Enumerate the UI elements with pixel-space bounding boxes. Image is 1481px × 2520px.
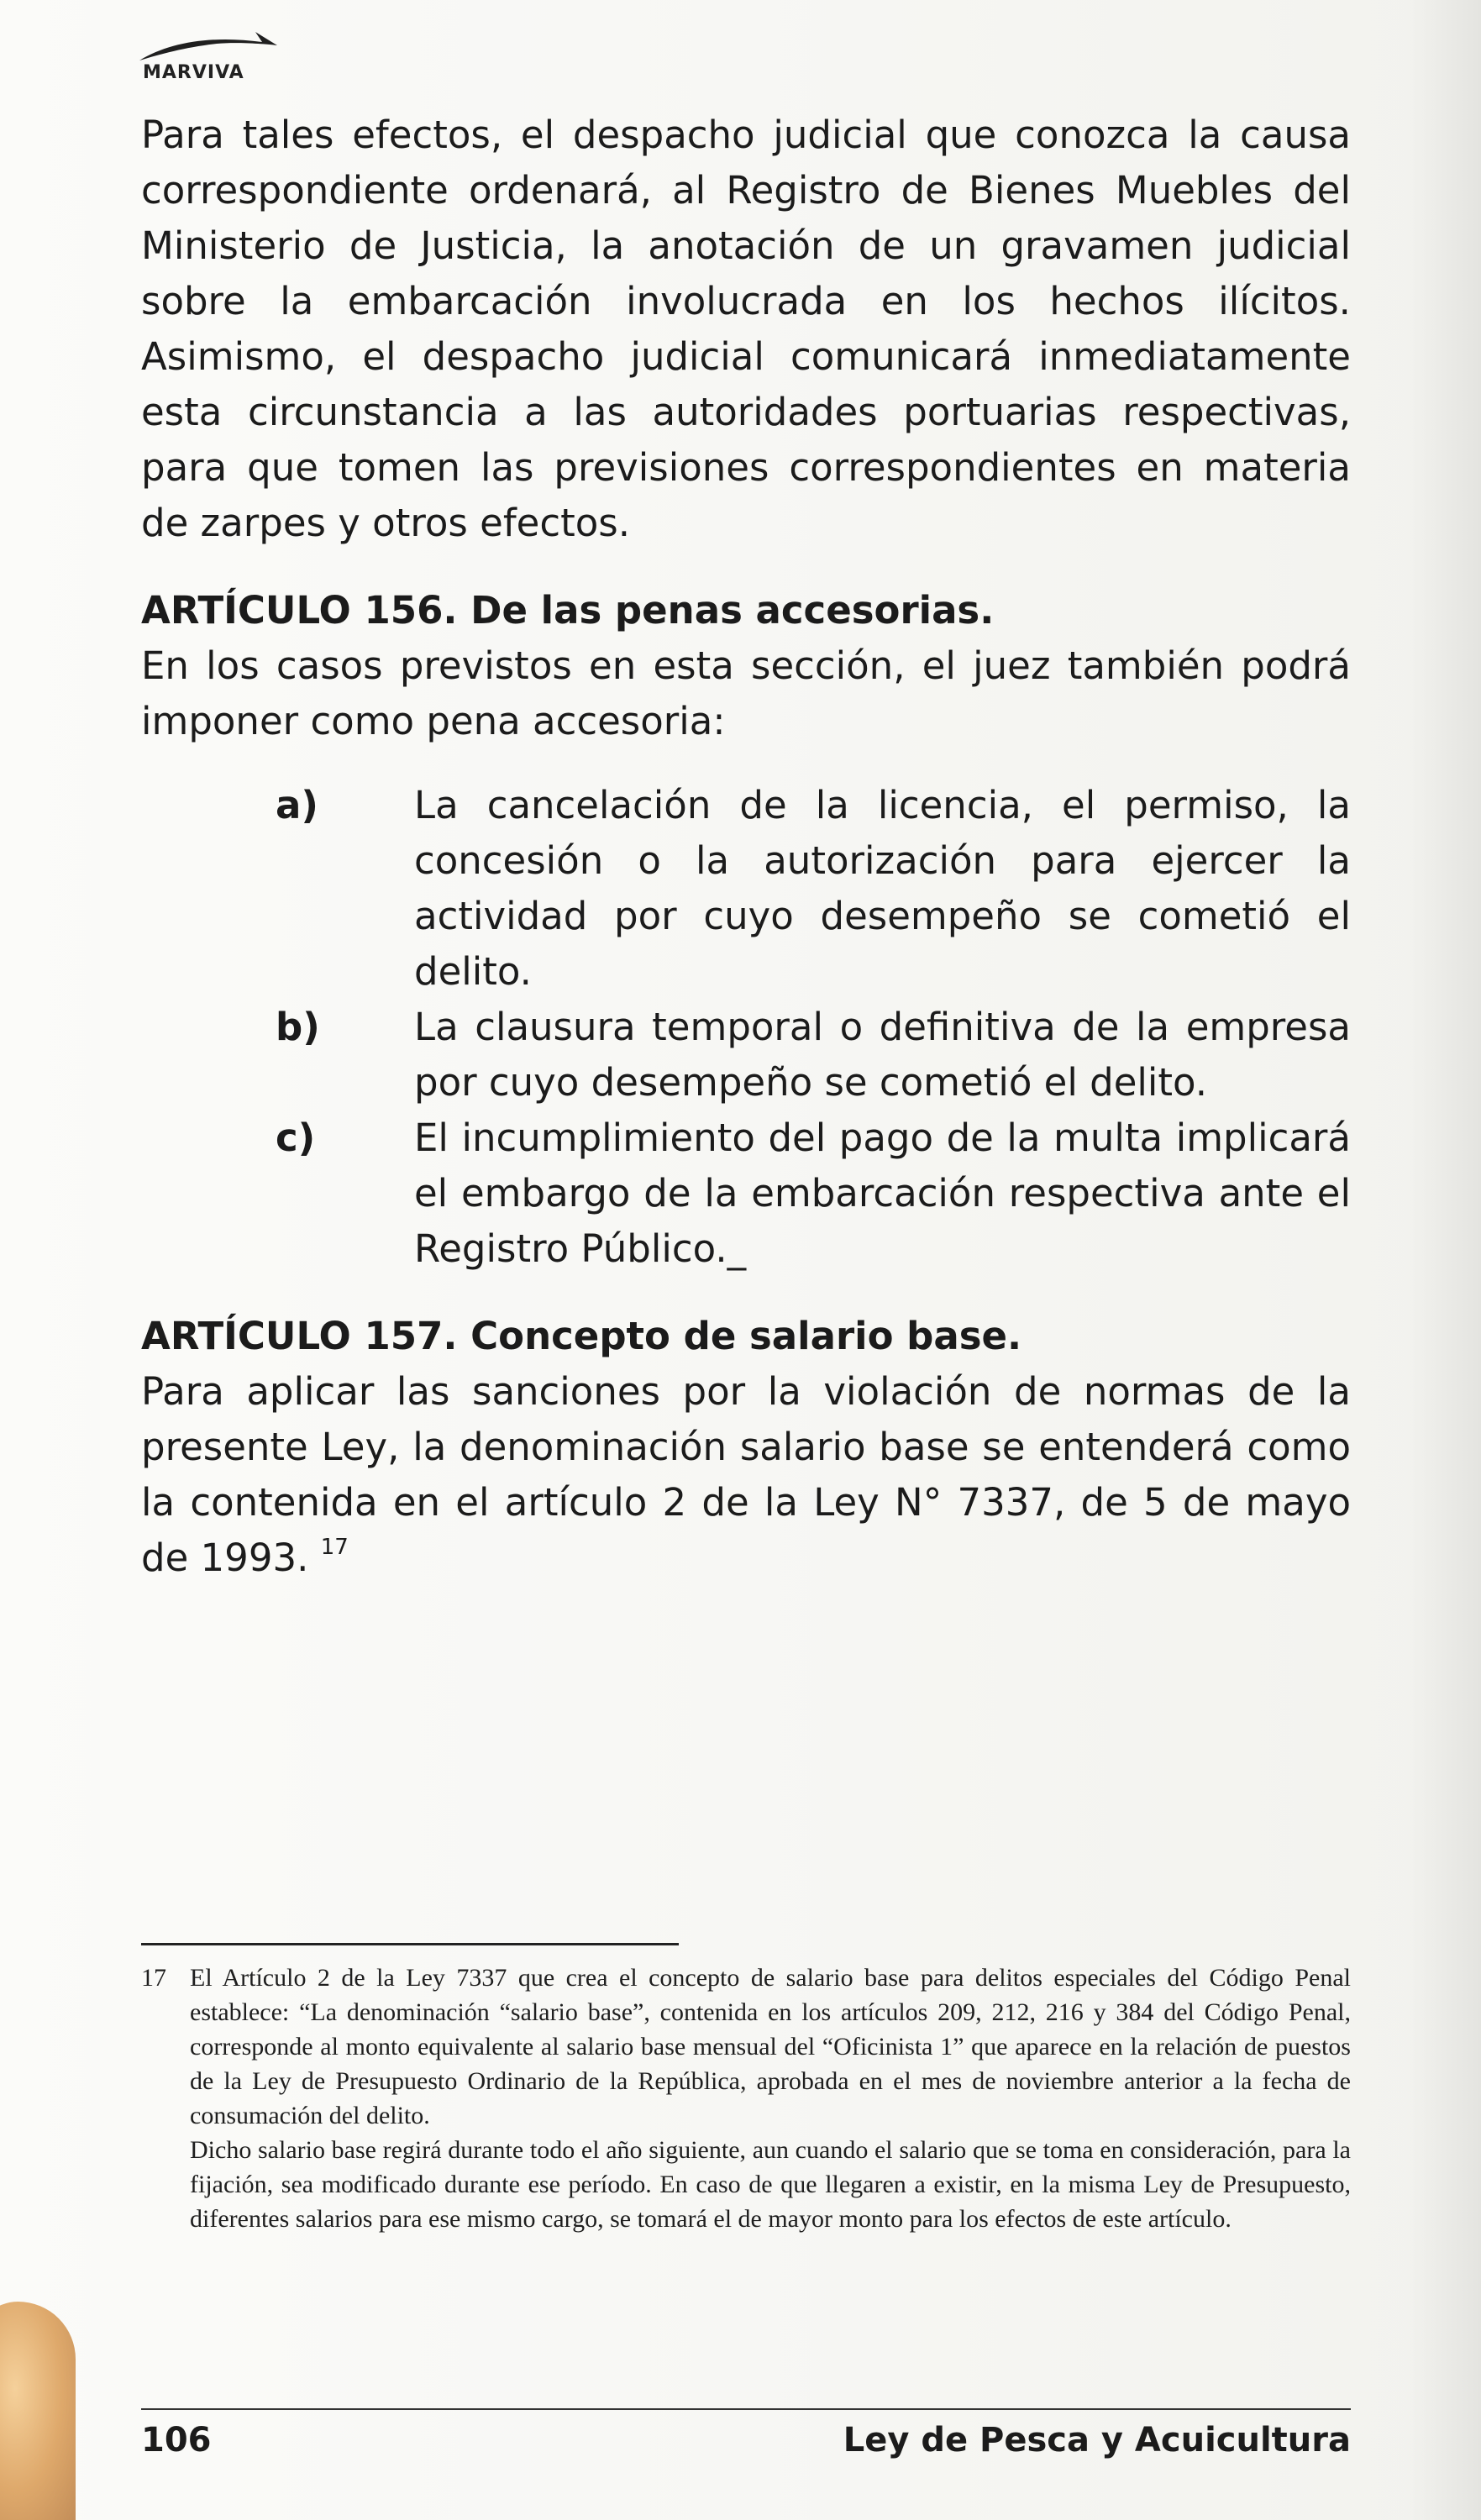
footer-divider [141, 2408, 1351, 2410]
marviva-logo [136, 24, 321, 91]
page-number: 106 [141, 2421, 212, 2460]
article-156-text: En los casos previstos en esta sección, el juez también podrá imponer como pena accesoria: [141, 643, 1351, 743]
running-footer-title: Ley de Pesca y Acuicultura [843, 2421, 1351, 2460]
list-item [141, 1000, 1351, 1110]
article-157-text [141, 1364, 1351, 1586]
article-157-heading: ARTÍCULO 157. Concepto de salario base. [141, 1314, 1022, 1358]
footnote-divider [141, 1943, 679, 1945]
main-content [141, 108, 1351, 1586]
intro-paragraph: Para tales efectos, el despacho judicial que conozca la causa correspondiente ordenará, al Registro de Bienes Muebles del Ministerio de Justicia, la anotación de un gravamen judicial sobre la embarcación involucrada en los hechos ilícitos. Asimismo, el despacho judicial comunicará inmediatamente esta circunstancia a las autoridades portuarias respectivas, para que tomen las previsiones correspondientes en materia de zarpes y otros efectos. [141, 113, 1351, 545]
list-item [141, 778, 1351, 1000]
list-item-text: El incumplimiento del pago de la multa implicará el embargo de la embarcación respectiva ante el Registro Público._ [414, 1116, 1351, 1271]
list-item [141, 1110, 1351, 1277]
footnote-number: 17 [141, 1964, 166, 1992]
list-marker: c) [276, 1116, 316, 1160]
article-157-body: Para aplicar las sanciones por la violación de normas de la presente Ley, la denominación salario base se entenderá como la contenida en el artículo 2 de la Ley N° 7337, de 5 de mayo de 1993. [141, 1369, 1351, 1580]
list-marker: b) [276, 1005, 320, 1049]
footnote [141, 1961, 1351, 2236]
footnote-paragraph-1: El Artículo 2 de la Ley 7337 que crea el concepto de salario base para delitos especiales del Código Penal establece: “La denominación “salario base”, contenida en los artículos 209, 212, 216 y 384 del Código Penal, corresponde al monto equivalente al salario base mensual del “Oficinista 1” que aparece en la relación de puestos de la Ley de Presupuesto Ordinario de la República, aprobada en el mes de noviembre anterior a la fecha de consumación del delito. [190, 1964, 1351, 2129]
list-item-text: La cancelación de la licencia, el permiso, la concesión o la autorización para ejercer la actividad por cuyo desempeño se cometió el delito. [414, 783, 1351, 994]
article-156-heading: ARTÍCULO 156. De las penas accesorias. [141, 588, 995, 633]
thumb-in-corner [0, 2302, 76, 2520]
footnote-body [190, 1961, 1351, 2236]
list-marker: a) [276, 783, 318, 827]
logo-text: MARVIVA [143, 62, 244, 83]
list-item-text: La clausura temporal o definitiva de la empresa por cuyo desempeño se cometió el delito. [414, 1005, 1351, 1105]
footnote-reference[interactable]: 17 [320, 1535, 349, 1560]
footnote-paragraph-2: Dicho salario base regirá durante todo el año siguiente, aun cuando el salario que se toma en consideración, para la fijación, sea modificado durante ese período. En caso de que llegaren a existir, en la misma Ley de Presupuesto, diferentes salarios para ese mismo cargo, se tomará el de mayor monto para los efectos de este artículo. [190, 2136, 1351, 2233]
page-edge-shadow [1405, 0, 1481, 2520]
logo-wave-icon [136, 24, 304, 66]
